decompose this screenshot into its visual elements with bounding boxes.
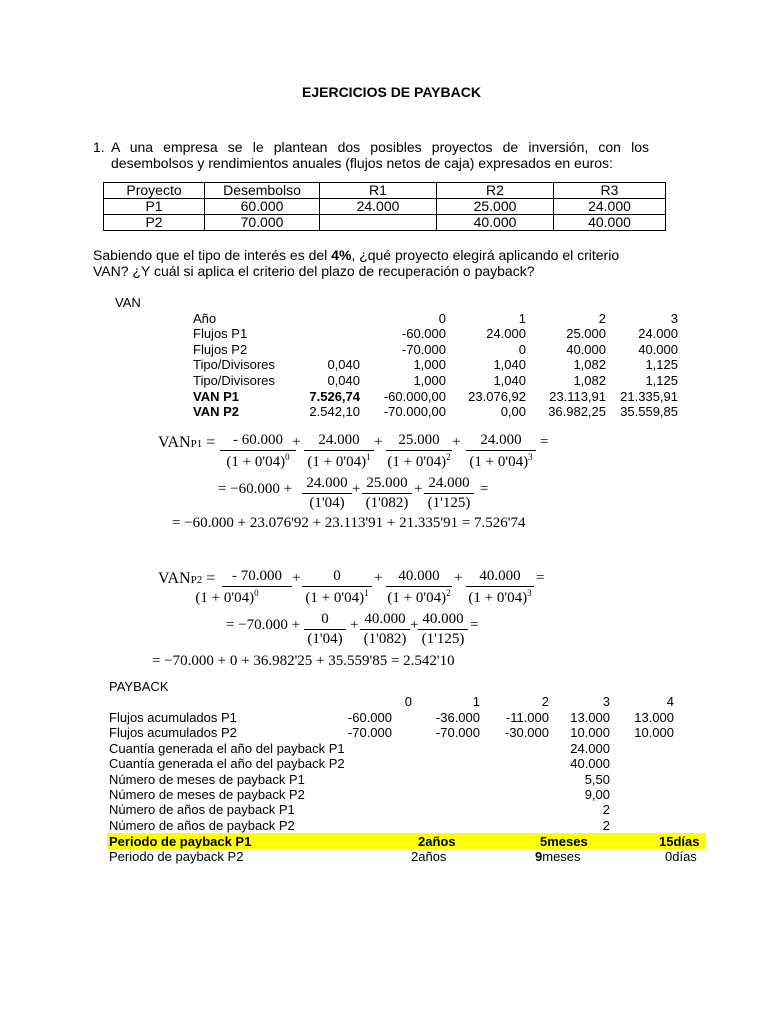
van-row-label: Flujos P1 (193, 326, 248, 341)
fraction (360, 611, 410, 648)
van-label: VAN (115, 295, 141, 310)
van-year: 0 (438, 311, 446, 326)
fraction (386, 568, 452, 607)
table-header-row (104, 183, 666, 199)
van-cell: 1,082 (573, 357, 606, 372)
plus-sign: + (350, 617, 359, 633)
exponent: 0 (254, 588, 259, 598)
formula-result-line: = −60.000 + 23.076'92 + 23.113'91 + 21.335'91 = 7.526'74 (172, 515, 526, 531)
fraction-denominator: (1'125) (427, 495, 471, 511)
van-cell: 36.982,25 (548, 404, 606, 419)
period-p1-days (659, 834, 699, 849)
denominator-text: (1 + 0'04) (469, 454, 529, 470)
van-cell: 1,000 (413, 357, 446, 372)
van-row-label: VAN P1 (193, 389, 239, 404)
fraction-numerator: 40.000 (466, 568, 534, 587)
van-total: 7.526,74 (309, 389, 360, 404)
exponent: 1 (366, 452, 371, 462)
fraction-numerator: 40.000 (386, 568, 452, 587)
plus-sign: + (414, 481, 423, 497)
fraction-denominator: (1'082) (363, 631, 407, 647)
fraction (304, 611, 346, 648)
table-cell: 24.000 (320, 199, 437, 215)
payback-row-label: Número de años de payback P1 (109, 802, 295, 817)
formula-equals: = (206, 570, 216, 587)
months-unit: meses (542, 849, 581, 864)
van-cell: 21.335,91 (620, 389, 678, 404)
payback-row-label: Cuantía generada el año del payback P1 (109, 741, 345, 756)
van-year-label: Año (193, 311, 217, 326)
fraction (424, 475, 474, 512)
table-row (104, 199, 666, 215)
van-cell: 1,125 (645, 357, 678, 372)
projects-table (103, 182, 666, 231)
table-header-cell: R3 (554, 183, 666, 199)
payback-cell: 13.000 (634, 710, 674, 725)
exponent: 2 (446, 588, 451, 598)
table-cell: P1 (104, 199, 205, 215)
formula-equals: = (540, 434, 549, 450)
years-unit: años (425, 834, 456, 849)
exponent: 3 (527, 588, 532, 598)
payback-year: 4 (666, 694, 674, 709)
formula-equals: = (470, 617, 479, 633)
table-header-cell: Desembolso (205, 183, 320, 199)
exercise-line-1: A una empresa se le plantean dos posibles proyectos de inversión, con los (111, 139, 649, 155)
period-p1-label: Periodo de payback P1 (109, 834, 252, 849)
formula-equals: = (206, 434, 216, 451)
van-cell: 25.000 (566, 326, 606, 341)
table-cell: 70.000 (205, 215, 320, 231)
payback-row-label: Cuantía generada el año del payback P2 (109, 756, 345, 771)
van-rate: 0,040 (327, 373, 360, 388)
denominator-text: (1 + 0'04) (468, 590, 528, 606)
fraction-denominator (386, 451, 452, 471)
payback-row-label: Número de meses de payback P2 (109, 787, 305, 802)
fraction-denominator (386, 587, 452, 607)
fraction (466, 568, 534, 607)
formula-line2-start: = −60.000 + (218, 481, 293, 497)
question-text: Sabiendo que el tipo de interés es del (93, 247, 332, 263)
table-cell: 40.000 (554, 215, 666, 231)
exponent: 2 (446, 452, 451, 462)
payback-cell: -30.000 (504, 725, 549, 740)
fraction-denominator (302, 587, 372, 607)
fraction-denominator (162, 587, 292, 607)
payback-cell: -11.000 (505, 710, 549, 725)
van-cell: -70.000,00 (383, 404, 446, 419)
years-value: 2 (418, 834, 426, 849)
van-cell: 24.000 (638, 326, 678, 341)
van-cell: -60.000,00 (383, 389, 446, 404)
van-cell: 24.000 (486, 326, 526, 341)
payback-cell: 2 (602, 818, 610, 833)
payback-year: 2 (541, 694, 549, 709)
period-p1-months (540, 834, 588, 849)
plus-sign: + (410, 617, 419, 633)
fraction (162, 568, 292, 607)
fraction (418, 611, 468, 648)
payback-year: 0 (404, 694, 412, 709)
payback-cell: 40.000 (570, 756, 610, 771)
period-p2-label: Periodo de payback P2 (109, 849, 244, 864)
plus-sign: + (352, 481, 361, 497)
table-header-cell: Proyecto (104, 183, 205, 199)
exponent: 3 (528, 452, 533, 462)
exercise-line-2: desembolsos y rendimientos anuales (flujos netos de caja) expresados en euros: (111, 155, 613, 171)
fraction-numerator: - 60.000 (220, 432, 296, 451)
period-p2-days (665, 849, 697, 864)
years-unit: años (418, 849, 447, 864)
table-row (104, 215, 666, 231)
formula-subscript: P1 (190, 438, 203, 450)
fraction-numerator: 24.000 (304, 432, 374, 451)
fraction-denominator (220, 451, 296, 471)
period-p2-months (535, 849, 581, 864)
months-value: 5 (540, 834, 548, 849)
van-cell: 0,00 (500, 404, 526, 419)
payback-cell: -70.000 (347, 725, 392, 740)
fraction-numerator: 0 (304, 611, 346, 630)
payback-row-label: Flujos acumulados P2 (109, 725, 237, 740)
fraction-denominator: (1'04) (309, 495, 345, 511)
van-row-label: Tipo/Divisores (193, 357, 275, 372)
van-cell: 1,040 (493, 357, 526, 372)
formula-equals: = (480, 481, 489, 497)
period-p2-years (411, 849, 446, 864)
plus-sign: + (454, 570, 463, 586)
table-cell: 60.000 (205, 199, 320, 215)
fraction (220, 432, 296, 471)
fraction-numerator: 0 (302, 568, 372, 587)
fraction-numerator: 24.000 (424, 475, 474, 494)
fraction-numerator: 40.000 (360, 611, 410, 630)
page-title: EJERCICIOS DE PAYBACK (302, 84, 481, 100)
fraction (304, 432, 374, 471)
formula-equals: = (536, 570, 545, 586)
formula-symbol: VAN (158, 434, 191, 451)
payback-row-label: Flujos acumulados P1 (109, 710, 237, 725)
van-cell: 40.000 (638, 342, 678, 357)
fraction-denominator: (1'125) (421, 631, 465, 647)
payback-cell: -36.000 (435, 710, 480, 725)
payback-cell: 2 (602, 802, 610, 817)
question-line-2: VAN? ¿Y cuál si aplica el criterio del plazo de recuperación o payback? (93, 263, 535, 279)
denominator-text: (1 + 0'04) (226, 454, 286, 470)
formula-line2-start: = −70.000 + (226, 617, 301, 633)
van-cell: 1,125 (645, 373, 678, 388)
fraction-denominator (466, 587, 534, 607)
fraction-denominator (304, 451, 374, 471)
plus-sign: + (292, 434, 301, 450)
table-header-cell: R2 (437, 183, 554, 199)
table-cell: 40.000 (437, 215, 554, 231)
payback-cell: 24.000 (570, 741, 610, 756)
fraction (302, 568, 372, 607)
van-row-label: VAN P2 (193, 404, 239, 419)
formula-subscript: P2 (190, 574, 203, 586)
payback-cell: -70.000 (435, 725, 480, 740)
payback-year: 1 (472, 694, 480, 709)
van-cell: 1,040 (493, 373, 526, 388)
formula-lhs (158, 434, 215, 452)
months-value: 9 (535, 849, 543, 864)
fraction (466, 432, 536, 471)
denominator-text: (1 + 0'04) (307, 454, 367, 470)
payback-cell: 5,50 (584, 772, 610, 787)
days-unit: días (672, 849, 697, 864)
payback-row-label: Número de años de payback P2 (109, 818, 295, 833)
fraction-denominator: (1'082) (365, 495, 409, 511)
days-value: 0 (665, 849, 673, 864)
denominator-text: (1 + 0'04) (195, 590, 255, 606)
van-cell: 0 (518, 342, 526, 357)
van-cell: 35.559,85 (620, 404, 678, 419)
van-row-label: Flujos P2 (193, 342, 248, 357)
exponent: 0 (285, 452, 290, 462)
fraction-numerator: 24.000 (302, 475, 352, 494)
plus-sign: + (374, 434, 383, 450)
fraction-numerator: 24.000 (466, 432, 536, 451)
van-cell: 23.076,92 (468, 389, 526, 404)
table-header-cell: R1 (320, 183, 437, 199)
denominator-text: (1 + 0'04) (387, 590, 447, 606)
fraction-denominator: (1'04) (307, 631, 343, 647)
payback-year: 3 (602, 694, 610, 709)
fraction-numerator: 40.000 (418, 611, 468, 630)
van-cell: 40.000 (566, 342, 606, 357)
plus-sign: + (292, 570, 301, 586)
fraction (362, 475, 412, 512)
denominator-text: (1 + 0'04) (387, 454, 447, 470)
table-cell: 25.000 (437, 199, 554, 215)
van-cell: -70.000 (401, 342, 446, 357)
fraction-numerator: 25.000 (386, 432, 452, 451)
formula-result-line: = −70.000 + 0 + 36.982'25 + 35.559'85 = 2.542'10 (152, 653, 455, 669)
van-cell: 23.113,91 (549, 389, 606, 404)
payback-cell: 9,00 (584, 787, 610, 802)
days-unit: días (673, 834, 700, 849)
plus-sign: + (374, 570, 383, 586)
payback-label: PAYBACK (109, 679, 169, 694)
van-cell: 1,082 (573, 373, 606, 388)
question-text: , ¿qué proyecto elegirá aplicando el criterio (351, 247, 620, 263)
exercise-number: 1. (93, 139, 105, 155)
van-year: 1 (518, 311, 526, 326)
interest-rate: 4% (331, 247, 352, 263)
van-year: 2 (598, 311, 606, 326)
denominator-text: (1 + 0'04) (305, 590, 365, 606)
table-cell: 24.000 (554, 199, 666, 215)
fraction-numerator: 25.000 (362, 475, 412, 494)
plus-sign: + (452, 434, 461, 450)
van-year: 3 (670, 311, 678, 326)
years-value: 2 (411, 849, 419, 864)
fraction-numerator: - 70.000 (222, 568, 292, 587)
van-rate: 0,040 (327, 357, 360, 372)
table-cell: P2 (104, 215, 205, 231)
months-unit: meses (547, 834, 588, 849)
formula-symbol: VAN (158, 570, 191, 587)
exponent: 1 (364, 588, 369, 598)
van-cell: 1,000 (413, 373, 446, 388)
payback-cell: 13.000 (570, 710, 610, 725)
fraction-denominator (466, 451, 536, 471)
payback-cell: 10.000 (634, 725, 674, 740)
payback-cell: -60.000 (347, 710, 392, 725)
days-value: 15 (659, 834, 674, 849)
fraction (386, 432, 452, 471)
van-cell: -60.000 (401, 326, 446, 341)
van-row-label: Tipo/Divisores (193, 373, 275, 388)
payback-row-label: Número de meses de payback P1 (109, 772, 305, 787)
fraction (302, 475, 352, 512)
period-p1-years (418, 834, 456, 849)
payback-cell: 10.000 (570, 725, 610, 740)
table-cell (320, 215, 437, 231)
van-total: 2.542,10 (309, 404, 360, 419)
